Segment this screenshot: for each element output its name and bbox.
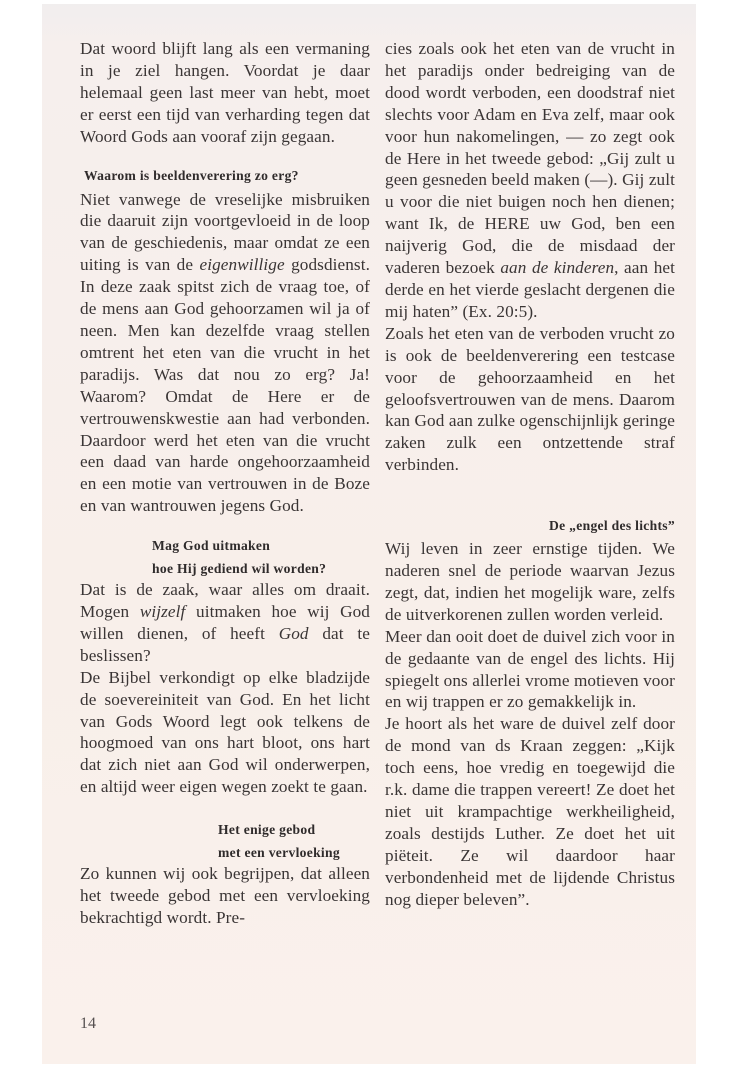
section-heading-enige-gebod — [80, 820, 370, 863]
book-page — [42, 4, 696, 1064]
paragraph-tweede-gebod: Zo kunnen wij ook begrijpen, dat alleen het tweede gebod met een vervloeking bekrachtigd wordt. Pre- — [80, 864, 370, 927]
left-column — [80, 38, 370, 929]
text-run: Dat is de zaak, waar alles om draait. Mogen — [80, 580, 370, 622]
page-number: 14 — [80, 1015, 96, 1032]
emphasis-text: God — [278, 623, 309, 643]
text-run: dat te beslissen? — [80, 623, 370, 665]
text-run: uitmaken hoe wij God willen dienen, of heeft — [80, 602, 370, 643]
text-run: godsdienst. In deze zaak spitst zich de vraag toe, of de mens aan God gehoorzamen wil ja of neen. Men kan dezelfde vraag stellen omtrent het eten van die vrucht in het paradijs. Was dat nou zo erg? Ja! Waarom? Omdat de Here er de vertrouwenskwestie aan had verbonden. Daardoor werd het eten van die vrucht een daad van harde ongehoorzaamheid en een motie van vertrouwen in de Boze en van wantrouwen jegens God. — [80, 255, 370, 516]
section-heading-mag-god — [80, 536, 370, 579]
section-heading-engel-des-lichts: De „engel des lichts” — [549, 518, 675, 534]
right-column — [385, 38, 675, 911]
emphasis-text: aan de kinderen — [500, 258, 615, 278]
section-heading-beeldenverering: Waarom is beeldenverering zo erg? — [84, 167, 299, 183]
paragraph-continuation — [385, 38, 675, 323]
paragraph-zaak — [80, 579, 370, 667]
heading-line: Mag God uitmaken — [152, 538, 271, 554]
text-run: , aan het derde en het vierde geslacht dergenen die mij haten” (Ex. 20:5). — [385, 258, 675, 321]
paragraph-beeldenverering — [80, 189, 370, 518]
heading-line: hoe Hij gediend wil worden? — [152, 561, 327, 577]
text-run: Niet vanwege de vreselijke misbruiken die daaruit zijn voortgevloeid in de loop van de geschiedenis, maar omdat ze een uiting is van de — [80, 189, 370, 275]
intro-paragraph: Dat woord blijft lang als een vermaning in je ziel hangen. Voordat je daar helemaal geen last meer van hebt, moet er eerst een tijd van verharding tegen dat Woord Gods aan vooraf zijn gegaan. — [80, 39, 370, 146]
paragraph-duivel: Meer dan ooit doet de duivel zich voor in de gedaante van de engel des lichts. Hij spiegelt ons allerlei vrome motieven voor en wij trappen er zo gemakkelijk in. — [385, 626, 676, 712]
heading-line: Het enige gebod — [218, 822, 316, 838]
paragraph-ds-kraan: Je hoort als het ware de duivel zelf door de mond van ds Kraan zeggen: „Kijk toch eens, hoe vredig en toegewijd die r.k. dame die trappen vereert! Ze doet het niet uit krampachtige werkheiligheid, zoals destijds Luther. Ze doet het uit piëteit. Ze wil daardoor haar verbondenheid met de lijdende Christus nog dieper beleven”. — [385, 714, 675, 909]
emphasis-text: eigenwillige — [199, 255, 285, 275]
paragraph-bijbel: De Bijbel verkondigt op elke bladzijde de soevereiniteit van God. En het licht van Gods Woord legt ook telkens de hoogmoed van ons hart bloot, ons hart dat zich niet aan God wil onderwerpen, en altijd weer eigen wegen zoekt te gaan. — [80, 667, 370, 797]
emphasis-text: wijzelf — [139, 602, 186, 622]
heading-line: met een vervloeking — [218, 845, 340, 861]
text-run: cies zoals ook het eten van de vrucht in het paradijs onder bedreiging van de dood wordt verboden, een doodstraf niet slechts voor Adam en Eva zelf, maar ook voor hun nakomelingen, — zo zegt ook de Here in het tweede gebod: „Gij zult u geen gesneden beeld maken (—). Gij zult u voor die niet buigen noch hen dienen; want Ik, de HERE uw God, ben een naijverig God, die de misdaad der vaderen bezoek — [385, 39, 675, 278]
paragraph-ernstige-tijden: Wij leven in zeer ernstige tijden. We naderen snel de periode waarvan Jezus zegt, dat, indien het mogelijk ware, zelfs de uitverkorenen zullen worden verleid. — [385, 539, 675, 624]
paragraph-testcase: Zoals het eten van de verboden vrucht zo is ook de beeldenverering een testcase voor de gehoorzaamheid en het geloofsvertrouwen van de mens. Daarom kan God aan zulke ogenschijnlijk geringe zaken zulk een ontzettende straf verbinden. — [385, 323, 675, 475]
